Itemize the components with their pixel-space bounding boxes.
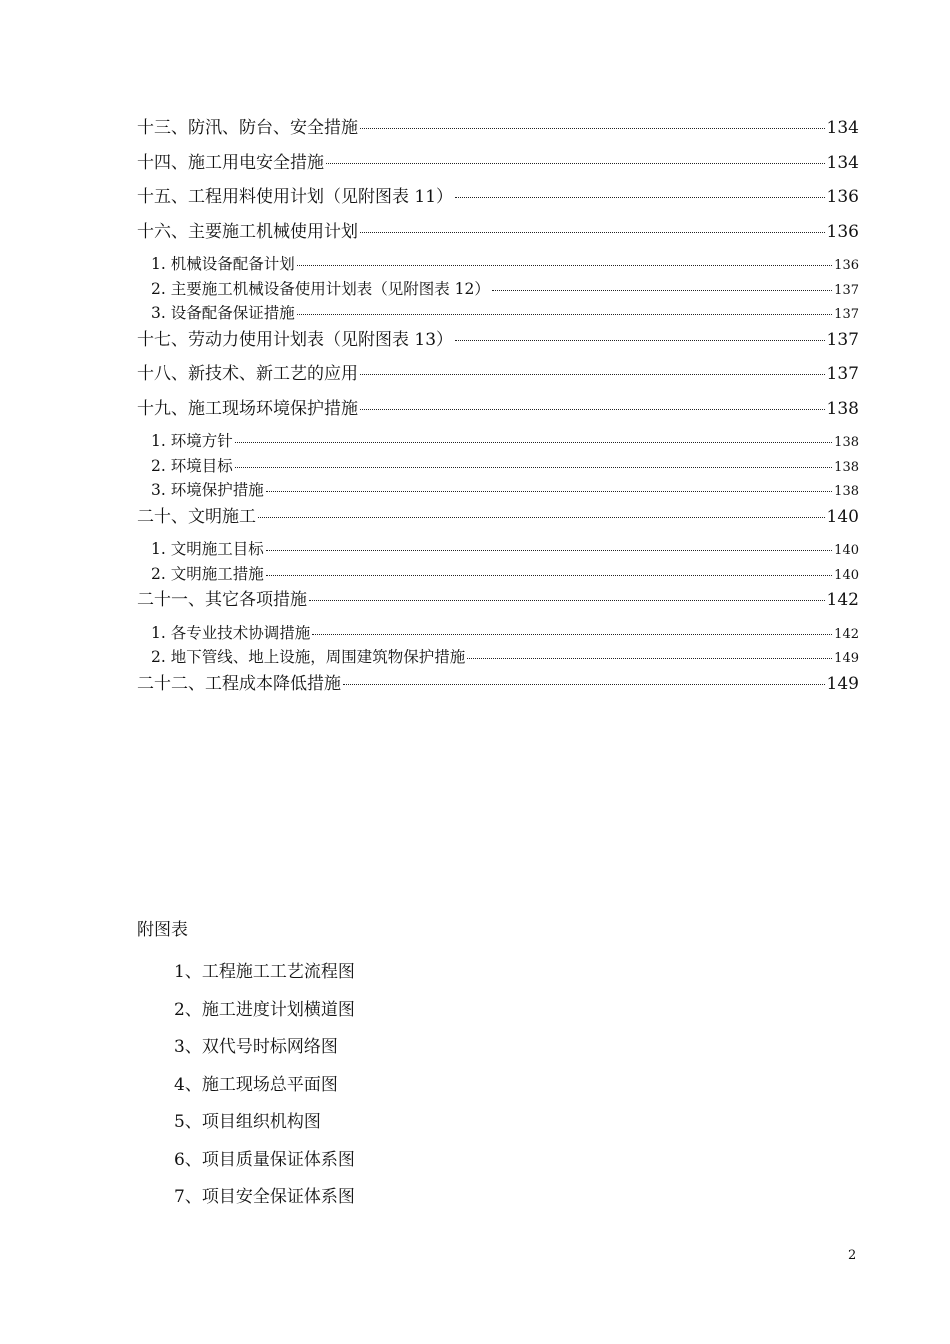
toc-entry-page: 138	[826, 398, 859, 419]
toc-entry[interactable]	[137, 362, 859, 397]
dot-leader	[266, 491, 832, 492]
toc-entry-title: 1. 文明施工目标	[151, 540, 264, 558]
toc-entry[interactable]	[137, 151, 859, 186]
toc-entry-page: 134	[826, 118, 859, 138]
dot-leader	[326, 163, 825, 164]
toc-entry-page: 137	[826, 364, 859, 384]
toc-entry[interactable]	[137, 116, 859, 151]
toc-subentry[interactable]	[137, 279, 859, 304]
table-of-contents	[137, 116, 859, 706]
toc-entry-page: 149	[826, 673, 859, 694]
toc-entry-title: 1. 各专业技术协调措施	[151, 623, 311, 642]
dot-leader	[266, 575, 832, 576]
page-number: 2	[848, 1248, 857, 1263]
dot-leader	[467, 658, 832, 659]
appendix-item: 7、项目安全保证体系图	[174, 1187, 355, 1207]
toc-entry-page: 137	[834, 307, 859, 322]
toc-entry-title: 2. 地下管线、地上设施，周围建筑物保护措施	[151, 648, 466, 666]
toc-entry-page: 134	[826, 152, 859, 173]
toc-entry-title: 二十一、其它各项措施	[137, 590, 307, 610]
dot-leader	[266, 550, 832, 551]
toc-entry-page: 142	[834, 626, 859, 642]
toc-entry-page: 138	[834, 435, 859, 450]
toc-entry[interactable]	[137, 588, 859, 623]
appendix-item: 2、施工进度计划横道图	[174, 999, 355, 1020]
toc-entry-page: 140	[834, 543, 859, 558]
dot-leader	[360, 374, 825, 375]
appendix-item: 4、施工现场总平面图	[174, 1074, 338, 1095]
toc-entry-title: 3. 设备配备保证措施	[151, 304, 295, 322]
dot-leader	[309, 600, 825, 601]
toc-entry-title: 二十二、工程成本降低措施	[137, 673, 341, 694]
toc-subentry[interactable]	[137, 254, 859, 279]
toc-entry-page: 138	[834, 484, 859, 499]
toc-entry-title: 1. 环境方针	[151, 432, 233, 450]
toc-subentry[interactable]	[137, 623, 859, 648]
dot-leader	[235, 467, 832, 468]
toc-entry-title: 2. 环境目标	[151, 456, 233, 475]
dot-leader	[455, 340, 825, 341]
toc-entry[interactable]	[137, 505, 859, 540]
toc-entry-title: 十五、工程用料使用计划（见附图表 11）	[137, 187, 454, 207]
appendix-item: 1、工程施工工艺流程图	[174, 962, 355, 982]
toc-entry-title: 1. 机械设备配备计划	[151, 255, 295, 273]
toc-entry[interactable]	[137, 397, 859, 432]
appendix-list	[174, 960, 355, 1223]
toc-entry-title: 3. 环境保护措施	[151, 481, 264, 499]
dot-leader	[297, 314, 832, 315]
dot-leader	[360, 128, 825, 129]
toc-entry-title: 2. 文明施工措施	[151, 564, 264, 583]
toc-subentry[interactable]	[137, 564, 859, 589]
toc-entry[interactable]	[137, 672, 859, 707]
toc-subentry[interactable]	[137, 480, 859, 505]
dot-leader	[455, 197, 825, 198]
toc-entry-title: 十九、施工现场环境保护措施	[137, 398, 358, 419]
dot-leader	[235, 442, 832, 443]
appendix-item: 3、双代号时标网络图	[174, 1037, 338, 1057]
toc-entry[interactable]	[137, 220, 859, 255]
dot-leader	[492, 290, 832, 291]
dot-leader	[297, 265, 832, 266]
toc-entry-title: 十七、劳动力使用计划表（见附图表 13）	[137, 329, 454, 350]
toc-entry-page: 140	[826, 506, 859, 527]
appendix-item: 5、项目组织机构图	[174, 1112, 321, 1132]
toc-entry-page: 138	[834, 459, 859, 475]
dot-leader	[258, 517, 825, 518]
toc-entry-page: 149	[834, 651, 859, 666]
dot-leader	[343, 684, 825, 685]
toc-entry-title: 十四、施工用电安全措施	[137, 152, 324, 173]
appendix-item: 6、项目质量保证体系图	[174, 1149, 355, 1170]
toc-entry-page: 136	[826, 187, 859, 207]
toc-entry-page: 137	[834, 282, 859, 298]
toc-entry-page: 137	[826, 329, 859, 350]
toc-subentry[interactable]	[137, 647, 859, 672]
toc-entry-title: 十八、新技术、新工艺的应用	[137, 364, 358, 384]
toc-subentry[interactable]	[137, 456, 859, 481]
dot-leader	[360, 409, 825, 410]
toc-entry-title: 十三、防汛、防台、安全措施	[137, 118, 358, 138]
toc-subentry[interactable]	[137, 303, 859, 328]
appendix-title: 附图表	[137, 920, 188, 940]
toc-entry-page: 140	[834, 567, 859, 583]
toc-entry[interactable]	[137, 185, 859, 220]
toc-entry-title: 二十、文明施工	[137, 506, 256, 527]
toc-subentry[interactable]	[137, 539, 859, 564]
toc-entry-title: 2. 主要施工机械设备使用计划表（见附图表 12）	[151, 279, 490, 298]
toc-entry-page: 136	[834, 258, 859, 273]
toc-entry-page: 136	[826, 221, 859, 242]
toc-subentry[interactable]	[137, 431, 859, 456]
dot-leader	[360, 232, 825, 233]
toc-entry-page: 142	[826, 590, 859, 610]
toc-entry-title: 十六、主要施工机械使用计划	[137, 221, 358, 242]
dot-leader	[312, 634, 832, 635]
toc-entry[interactable]	[137, 328, 859, 363]
